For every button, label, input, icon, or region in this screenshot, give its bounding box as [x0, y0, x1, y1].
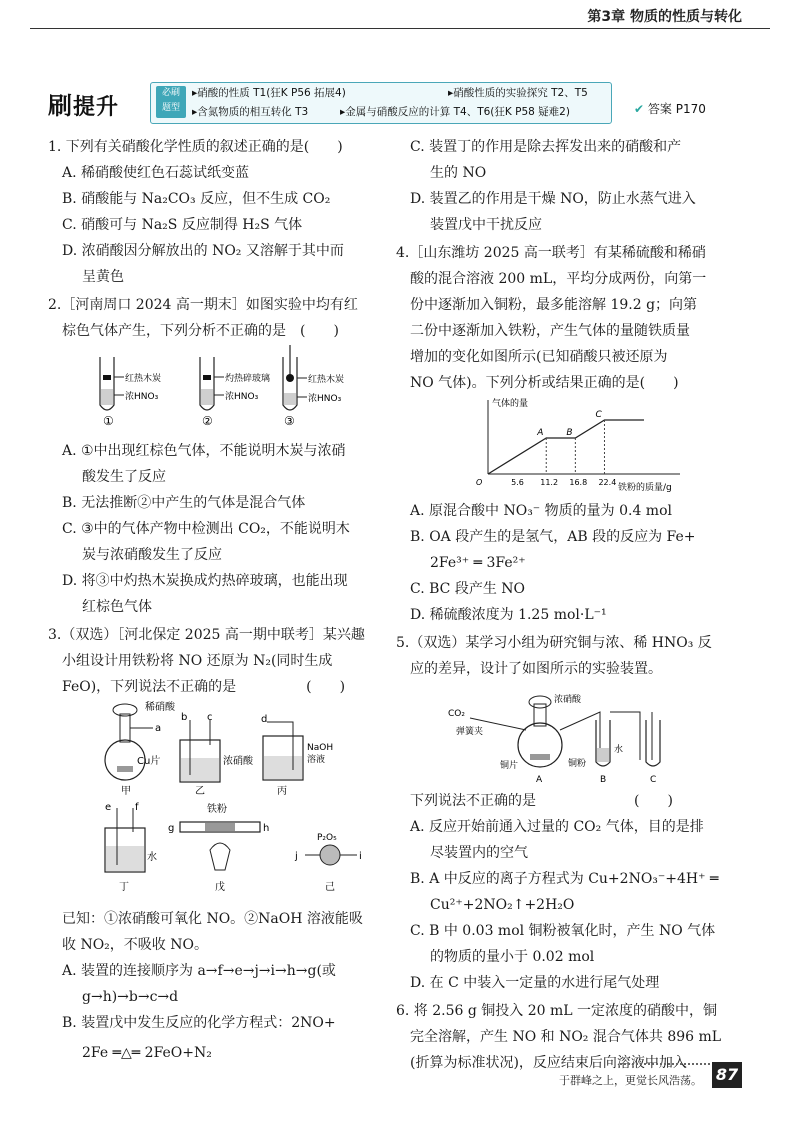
- logo-sub: 提升: [73, 95, 120, 120]
- option-text: 的物质的量小于 0.02 mol: [430, 949, 595, 965]
- question-2-stem: 棕色气体产生，下列分析不正确的是 ( ): [62, 323, 339, 339]
- question-4-stem: 酸的混合溶液 200 mL，平均分成两份，向第一: [410, 271, 707, 287]
- fig-label: Cu片: [137, 756, 161, 767]
- question-4-stem: 增加的变化如图所示(已知硝酸只被还原为: [410, 349, 668, 365]
- x-tick-label: O: [476, 478, 483, 487]
- section-logo: [48, 86, 119, 121]
- point-label: C: [595, 410, 602, 420]
- x-axis-label: 铁粉的质量/g: [618, 483, 672, 493]
- question-4-stem: NO 气体)。下列分析或结果正确的是( ): [410, 375, 679, 391]
- fig-label: CO₂: [448, 709, 465, 719]
- fig-label: 浓HNO₃: [225, 392, 259, 402]
- fig-label: g: [168, 823, 175, 834]
- question-4-stem: 二份中逐渐加入铁粉，产生气体的量随铁质量: [410, 323, 690, 339]
- question-5-stem: 下列说法不正确的是 ( ): [410, 793, 673, 809]
- page-number: 87: [712, 1062, 742, 1088]
- chapter-title: 第3章 物质的性质与转化: [587, 9, 742, 25]
- topic-badge: [156, 86, 186, 118]
- fig-label: 弹簧夹: [456, 727, 484, 737]
- fig-label: 铜片: [500, 761, 519, 771]
- point-label: B: [566, 428, 573, 438]
- fig-label: 稀硝酸: [145, 702, 175, 713]
- test-tube-1: [100, 357, 124, 410]
- logo-main: 刷: [48, 92, 73, 120]
- badge-bottom: 题型: [161, 103, 180, 113]
- fig-label: 红热木炭: [308, 375, 345, 385]
- fig-caption: ②: [202, 414, 213, 428]
- apparatus-wu: [180, 822, 260, 870]
- fig-label: 红热木炭: [125, 374, 162, 384]
- question-5-stem: 5.（双选）某学习小组为研究铜与浓、稀 HNO₃ 反: [396, 635, 712, 651]
- fig-label: A: [536, 775, 543, 785]
- fig-label: h: [263, 823, 270, 834]
- fig-label: C: [650, 775, 657, 785]
- given-info: 收 NO₂，不吸收 NO。: [62, 937, 208, 953]
- fig-label: 丁: [119, 882, 129, 893]
- fig-label: d: [261, 714, 268, 725]
- tube-c: [646, 712, 660, 766]
- option-text: C. ③中的气体产物中检测出 CO₂，不能说明木: [62, 521, 350, 537]
- x-tick-label: 5.6: [511, 478, 524, 487]
- x-tick-label: 16.8: [569, 478, 588, 487]
- option-text: C. 硝酸可与 Na₂S 反应制得 H₂S 气体: [62, 217, 303, 233]
- fig-label: 水: [147, 852, 157, 863]
- option-text: C. BC 段产生 NO: [410, 581, 526, 597]
- apparatus-ding: [105, 808, 145, 872]
- q3-apparatus-figure: [95, 700, 395, 900]
- topic-tag: ▸金属与硝酸反应的计算 T4、T6(狂K P58 疑难2): [340, 106, 570, 118]
- question-2-stem: 2.［河南周口 2024 高一期末］如图实验中均有红: [48, 297, 358, 313]
- footer-divider: [620, 1063, 710, 1065]
- q5-apparatus-figure: [450, 690, 710, 785]
- fig-label: 浓硝酸: [223, 756, 253, 767]
- option-text: A. ①中出现红棕色气体，不能说明木炭与浓硝: [62, 443, 346, 459]
- option-text: C. 装置丁的作用是除去挥发出来的硝酸和产: [410, 139, 682, 155]
- question-3-stem: 3.（双选）［河北保定 2025 高一期中联考］某兴趣: [48, 627, 365, 643]
- question-6-stem: (折算为标准状况)，反应结束后向溶液中加入: [410, 1055, 687, 1071]
- answer-reference: [634, 100, 706, 117]
- fig-label: 水: [614, 745, 624, 755]
- fig-label: f: [135, 802, 139, 813]
- option-text: 2Fe³⁺ ═ 3Fe²⁺: [430, 555, 526, 571]
- check-icon: ✔: [634, 102, 645, 116]
- header-rule: [30, 28, 770, 29]
- fig-label: 铜粉: [568, 759, 587, 769]
- x-tick-label: 22.4: [598, 478, 617, 487]
- apparatus-yi: [180, 720, 220, 782]
- footer-motto: 于群峰之上，更觉长风浩荡。: [559, 1074, 702, 1087]
- fig-label: a: [155, 723, 162, 734]
- option-text: D. 装置乙的作用是干燥 NO，防止水蒸气进入: [410, 191, 696, 207]
- x-tick-label: 11.2: [540, 478, 559, 487]
- fig-label: e: [105, 802, 112, 813]
- option-text: D. 稀硫酸浓度为 1.25 mol·L⁻¹: [410, 607, 607, 623]
- fig-label: NaOH: [307, 743, 334, 753]
- question-6-stem: 完全溶解，产生 NO 和 NO₂ 混合气体共 896 mL: [410, 1029, 722, 1045]
- question-3-stem: 小组设计用铁粉将 NO 还原为 N₂(同时生成: [62, 653, 333, 669]
- fig-label: 己: [325, 882, 335, 893]
- option-text: 生的 NO: [430, 165, 487, 181]
- question-5-stem: 应的差异，设计了如图所示的实验装置。: [410, 661, 662, 677]
- answer-page: 答案 P170: [647, 102, 706, 116]
- badge-top: 必刷: [161, 88, 180, 98]
- option-text: Cu²⁺+2NO₂↑+2H₂O: [430, 897, 575, 913]
- option-text: B. 无法推断②中产生的气体是混合气体: [62, 495, 306, 511]
- option-text: 装置戊中干扰反应: [430, 217, 542, 233]
- option-text: A. 原混合酸中 NO₃⁻ 物质的量为 0.4 mol: [410, 503, 672, 519]
- fig-label: 铁粉: [207, 804, 227, 815]
- option-text: B. 装置戊中发生反应的化学方程式：2NO+: [62, 1015, 336, 1031]
- option-text: A. 装置的连接顺序为 a→f→e→j→i→h→g(或: [62, 963, 336, 979]
- fig-label: 甲: [121, 786, 131, 797]
- option-text: 2Fe ═△═ 2FeO+N₂: [82, 1045, 212, 1061]
- option-text: B. A 中反应的离子方程式为 Cu+2NO₃⁻+4H⁺ ═: [410, 871, 719, 887]
- fig-label: c: [207, 712, 213, 723]
- q2-apparatus-figure: [80, 345, 400, 430]
- point-label: A: [537, 428, 544, 438]
- option-text: C. B 中 0.03 mol 铜粉被氧化时，产生 NO 气体: [410, 923, 716, 939]
- apparatus-jia: [105, 704, 153, 780]
- option-text: 炭与浓硝酸发生了反应: [82, 547, 222, 563]
- topic-tag: ▸硝酸的性质 T1(狂K P56 拓展4): [192, 87, 346, 99]
- q4-gas-chart: [470, 394, 690, 494]
- topic-tag: ▸硝酸性质的实验探究 T2、T5: [448, 87, 588, 99]
- topic-tag: ▸含氮物质的相互转化 T3: [192, 106, 309, 118]
- apparatus-ji: [305, 845, 357, 865]
- option-text: g→h)→b→c→d: [82, 989, 179, 1005]
- apparatus-bing: [263, 722, 303, 780]
- fig-caption: ③: [284, 414, 295, 428]
- fig-label: P₂O₅: [317, 833, 337, 843]
- question-3-stem: FeO)，下列说法不正确的是 ( ): [62, 679, 346, 695]
- option-text: B. 硝酸能与 Na₂CO₃ 反应，但不生成 CO₂: [62, 191, 331, 207]
- fig-label: 浓硝酸: [554, 695, 582, 705]
- tube-b: [596, 712, 640, 766]
- option-text: A. 反应开始前通入过量的 CO₂ 气体，目的是排: [410, 819, 704, 835]
- option-text: A. 稀硝酸使红色石蕊试纸变蓝: [62, 165, 250, 181]
- fig-label: 乙: [195, 786, 205, 797]
- option-text: D. 在 C 中装入一定量的水进行尾气处理: [410, 975, 660, 991]
- fig-label: 丙: [277, 786, 287, 797]
- fig-label: b: [181, 712, 188, 723]
- question-4-stem: 4.［山东潍坊 2025 高一联考］有某稀硫酸和稀硝: [396, 245, 706, 261]
- option-text: 酸发生了反应: [82, 469, 166, 485]
- test-tube-2: [200, 357, 224, 410]
- fig-label: 戊: [215, 882, 225, 893]
- fig-label: 溶液: [307, 755, 326, 765]
- question-4-stem: 份中逐渐加入铜粉，最多能溶解 19.2 g；向第: [410, 297, 698, 313]
- option-text: 呈黄色: [82, 269, 124, 285]
- option-text: 红棕色气体: [82, 599, 152, 615]
- fig-label: j: [295, 851, 298, 862]
- fig-label: 浓HNO₃: [308, 394, 342, 404]
- option-text: D. 浓硝酸因分解放出的 NO₂ 又溶解于其中而: [62, 243, 344, 259]
- option-text: B. OA 段产生的是氢气，AB 段的反应为 Fe+: [410, 529, 696, 545]
- y-axis-label: 气体的量: [492, 399, 529, 409]
- question-6-stem: 6. 将 2.56 g 铜投入 20 mL 一定浓度的硝酸中，铜: [396, 1003, 718, 1019]
- flask-a: [470, 696, 600, 767]
- fig-label: B: [600, 775, 607, 785]
- fig-label: 灼热碎玻璃: [225, 374, 271, 384]
- given-info: 已知：①浓硝酸可氧化 NO。②NaOH 溶液能吸: [62, 911, 363, 927]
- option-text: D. 将③中灼热木炭换成灼热碎玻璃，也能出现: [62, 573, 348, 589]
- fig-caption: ①: [103, 414, 114, 428]
- test-tube-3: [283, 345, 307, 410]
- fig-label: i: [359, 851, 362, 862]
- option-text: 尽装置内的空气: [430, 845, 528, 861]
- question-1-stem: 1. 下列有关硝酸化学性质的叙述正确的是( ): [48, 139, 343, 155]
- fig-label: 浓HNO₃: [125, 392, 159, 402]
